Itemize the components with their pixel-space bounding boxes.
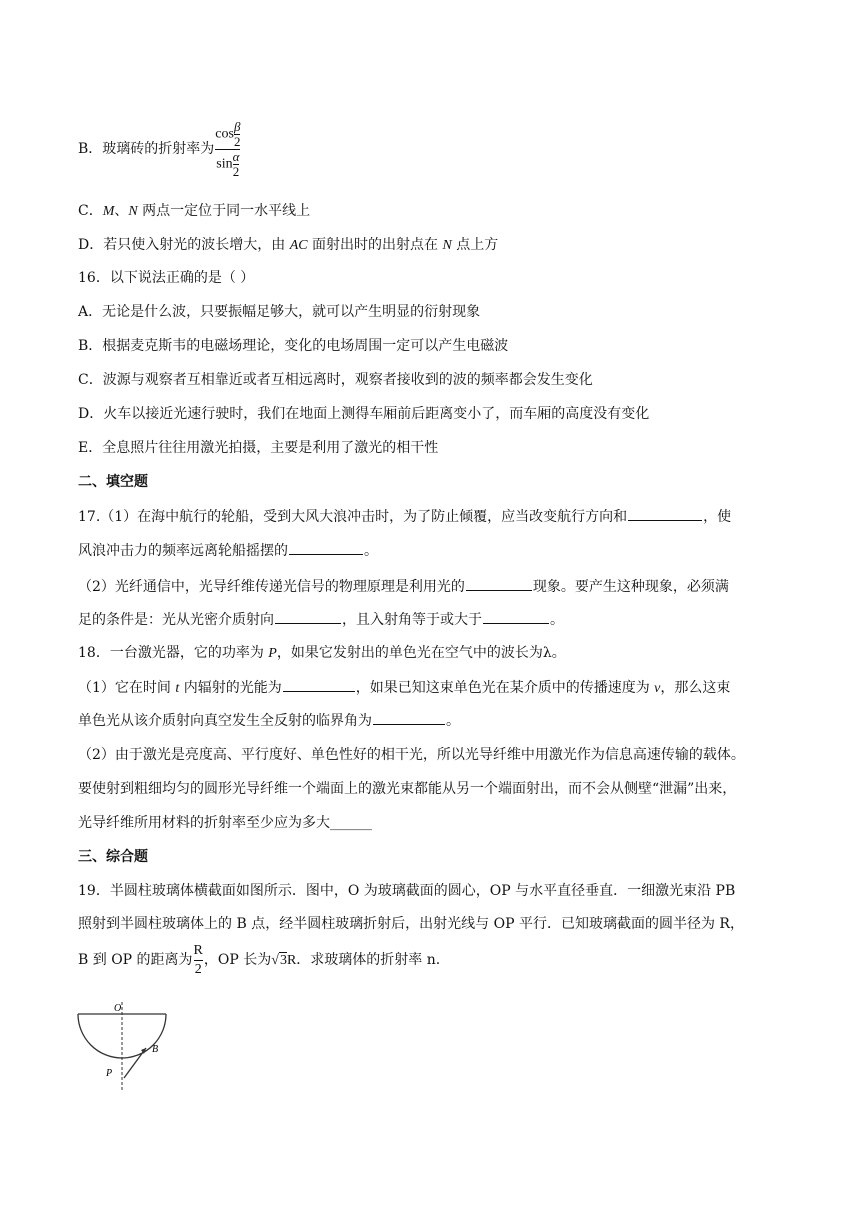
fraction-denominator: 2 <box>194 961 202 977</box>
q17-text: 风浪冲击力的频率远离轮船摇摆的 <box>78 543 288 559</box>
option-c-label: C． <box>78 203 103 219</box>
laser-ray-pb <box>124 1048 146 1078</box>
q16-option-d: D．火车以接近光速行驶时，我们在地面上测得车厢前后距离变小了，而车厢的高度没有变化 <box>78 406 650 422</box>
q17-text: ，且入射角等于或大于 <box>342 612 482 628</box>
section-fill-in-heading: 二、填空题 <box>78 474 148 490</box>
option-d-text-3: 点上方 <box>451 237 499 253</box>
q17-line-2 <box>78 540 378 561</box>
sin-func: sin <box>216 156 233 172</box>
answer-blank[interactable] <box>275 609 341 624</box>
refraction-index-fraction <box>215 120 240 179</box>
fraction-denominator <box>216 150 239 179</box>
q17-line-4 <box>78 609 564 630</box>
q18-line-6: 光导纤维所用材料的折射率至少应为多大______ <box>78 815 372 831</box>
q19-line-3 <box>78 937 440 983</box>
q19-text: ，OP 长为 <box>203 952 272 968</box>
label-o: O <box>114 1003 122 1014</box>
q17-text: 现象。要产生这种现象，必须满 <box>532 579 729 595</box>
point-n: N <box>442 238 452 253</box>
q16-option-a: A．无论是什么波，只要振幅足够大，就可以产生明显的衍射现象 <box>78 304 481 320</box>
answer-blank[interactable] <box>628 506 702 521</box>
option-d-text-2: 面射出时的出射点在 <box>307 237 443 253</box>
q18-line-2 <box>78 677 730 699</box>
q17-text: ，使 <box>703 509 732 525</box>
q16-option-b: B．根据麦克斯韦的电磁场理论，变化的电场周围一定可以产生电磁波 <box>78 338 509 354</box>
answer-blank[interactable] <box>483 609 549 624</box>
option-d-text-1: D．若只使入射光的波长增大，由 <box>78 237 290 253</box>
section-comprehensive-heading: 三、综合题 <box>78 849 148 865</box>
point-m: M <box>102 204 115 219</box>
q16-option-c: C．波源与观察者互相靠近或者互相远离时，观察者接收到的波的频率都会发生变化 <box>78 372 593 388</box>
q15-option-b <box>78 112 241 186</box>
radius-var: R <box>286 953 297 968</box>
speed-var: v <box>654 681 661 696</box>
alpha-var: α <box>232 148 240 164</box>
power-var: P <box>268 646 277 661</box>
q17-text: 17.（1）在海中航行的轮船，受到大风大浪冲击时，为了防止倾覆，应当改变航行方向和 <box>78 509 628 525</box>
q16-option-e: E．全息照片往往用激光拍摄，主要是利用了激光的相干性 <box>78 440 439 456</box>
q18-text: ，如果它发射出的单色光在空气中的波长为λ。 <box>276 645 566 661</box>
answer-blank[interactable] <box>466 576 532 591</box>
q18-line-1 <box>78 643 566 664</box>
sqrt-3-r: √3R <box>271 953 297 968</box>
time-var: t <box>175 681 180 696</box>
q17-text: 。 <box>550 612 564 628</box>
option-c-text: 两点一定位于同一水平线上 <box>137 203 311 219</box>
q17-line-3 <box>78 576 729 597</box>
alpha-half <box>233 150 240 179</box>
option-b-text: B．玻璃砖的折射率为 <box>78 141 215 157</box>
q18-text: ，那么这束 <box>660 680 731 696</box>
q18-text: 内辐射的光能为 <box>179 680 282 696</box>
label-p: P <box>106 1068 113 1079</box>
answer-blank[interactable] <box>373 710 445 725</box>
q18-text: 18．一台激光器，它的功率为 <box>78 645 269 661</box>
alpha-den: 2 <box>232 163 240 179</box>
q17-text: 足的条件是：光从光密介质射向 <box>78 612 274 628</box>
answer-blank[interactable] <box>283 677 355 692</box>
q19-text: ．求玻璃体的折射率 n. <box>296 952 441 968</box>
semicircle-glass-figure <box>74 1000 184 1092</box>
beta-den: 2 <box>233 133 241 149</box>
label-b: B <box>152 1044 159 1055</box>
beta-var: β <box>233 118 241 134</box>
q17-text: 。 <box>364 543 378 559</box>
fraction-numerator: R <box>193 942 203 958</box>
q15-option-d <box>78 235 498 256</box>
q17-line-1 <box>78 506 731 527</box>
fraction-numerator <box>215 120 240 149</box>
q18-text: （1）它在时间 <box>78 680 176 696</box>
q18-line-4: （2）由于激光是亮度高、平行度好、单色性好的相干光，所以光导纤维中用激光作为信息高速传输的载体。 <box>78 747 745 763</box>
q18-line-5: 要使射到粗细均匀的圆形光导纤维一个端面上的激光束都能从另一个端面射出，而不会从侧壁“泄漏”出来， <box>78 781 737 797</box>
r-half-fraction <box>194 942 203 979</box>
face-ac: AC <box>289 238 308 253</box>
q18-line-3 <box>78 710 460 731</box>
q16-stem: 16．以下说法正确的是（ ） <box>78 270 255 286</box>
q18-text: 单色光从该介质射向真空发生全反射的临界角为 <box>78 713 372 729</box>
q15-option-c <box>78 201 310 222</box>
beta-half <box>234 120 241 149</box>
q18-text: ，如果已知这束单色光在某介质中的传播速度为 <box>355 680 655 696</box>
answer-blank[interactable] <box>289 540 363 555</box>
sep: 、 <box>114 203 129 219</box>
sqrt-radicand: 3 <box>279 953 287 968</box>
cos-func: cos <box>215 126 234 142</box>
point-n: N <box>128 204 138 219</box>
q18-text: 。 <box>446 713 460 729</box>
q19-text: B 到 OP 的距离为 <box>78 952 193 968</box>
q19-line-2: 照射到半圆柱玻璃体上的 B 点，经半圆柱玻璃折射后，出射光线与 OP 平行．已知玻璃截面的圆半径为 R， <box>78 916 744 932</box>
q19-line-1: 19．半圆柱玻璃体横截面如图所示．图中，O 为玻璃截面的圆心，OP 与水平直径垂直．一细激光束沿 PB <box>78 883 736 899</box>
q17-text: （2）光纤通信中，光导纤维传递光信号的物理原理是利用光的 <box>78 579 465 595</box>
